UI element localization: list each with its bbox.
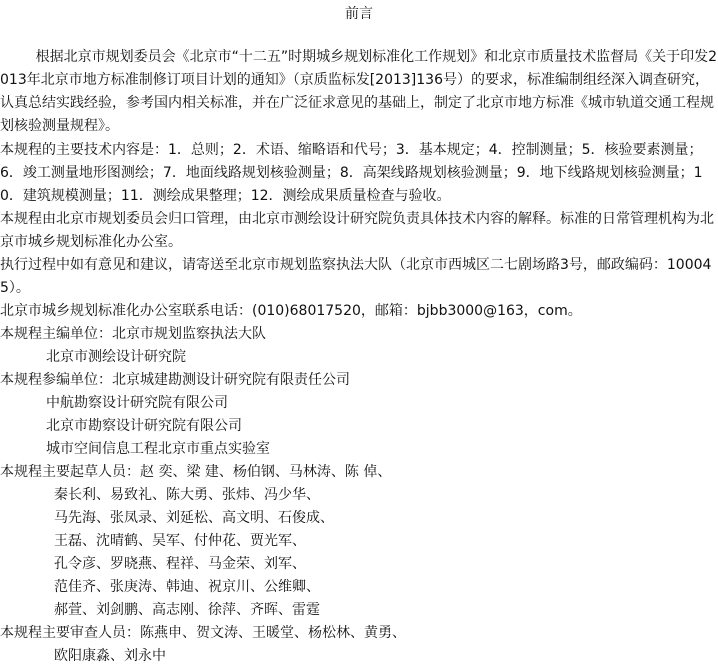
chief-units-row xyxy=(0,323,718,346)
contact-line: 北京市城乡规划标准化办公室联系电话：(010)68017520，邮箱：bjbb3000@163，com。 xyxy=(0,303,582,319)
participating-unit-item: 中航勘察设计研究院有限公司 xyxy=(46,395,228,411)
page-title: 前言 xyxy=(345,6,373,22)
drafters-line: 范佳齐、张庚涛、韩迪、祝京川、公维卿、 xyxy=(54,579,320,595)
management-paragraph: 本规程由北京市规划委员会归口管理，由北京市测绘设计研究院负责具体技术内容的解释。标准的日常管理机构为北京市城乡规划标准化办公室。 xyxy=(0,211,714,250)
drafters-line: 王磊、沈晴鹤、吴军、付仲花、贾光军、 xyxy=(54,533,306,549)
feedback-paragraph: 执行过程中如有意见和建议，请寄送至北京市规划监察执法大队（北京市西城区二七剧场路3号，邮政编码：100045）。 xyxy=(0,257,712,296)
reviewers-line: 欧阳康淼、刘永中 xyxy=(54,648,166,664)
chief-unit-item: 北京市规划监察执法大队 xyxy=(112,326,266,342)
participating-units-row xyxy=(0,369,718,392)
reviewers-line: 陈燕申、贺文涛、王暖堂、杨松林、黄勇、 xyxy=(140,625,406,641)
drafters-row xyxy=(0,461,718,484)
chief-units-label: 本规程主编单位： xyxy=(0,326,112,342)
drafters-line: 马先海、张凤录、刘延松、高文明、石俊成、 xyxy=(54,510,334,526)
drafters-label: 本规程主要起草人员： xyxy=(0,464,140,480)
drafters-line: 赵 奕、梁 建、杨伯钢、马林涛、陈 倬、 xyxy=(140,464,392,480)
reviewers-row xyxy=(0,622,718,645)
drafters-line: 秦长利、易致礼、陈大勇、张炜、冯少华、 xyxy=(54,487,320,503)
participating-units-label: 本规程参编单位： xyxy=(0,372,112,388)
content-paragraph: 本规程的主要技术内容是：1．总则；2．术语、缩略语和代号；3．基本规定；4．控制测量；5．核验要素测量；6．竣工测量地形图测绘；7．地面线路规划核验测量；8．高架线路规划核验测量；9．地下线路规划核验测量；10．建筑规模测量；11．测绘成果整理；12．测绘成果质量检查与验收。 xyxy=(0,142,703,204)
participating-unit-item: 城市空间信息工程北京市重点实验室 xyxy=(46,441,270,457)
chief-unit-item: 北京市测绘设计研究院 xyxy=(46,349,186,365)
drafters-line: 郝萱、刘剑鹏、高志刚、徐萍、齐晖、雷霆 xyxy=(54,602,320,618)
reviewers-label: 本规程主要审查人员： xyxy=(0,625,140,641)
participating-unit-item: 北京城建勘测设计研究院有限责任公司 xyxy=(112,372,350,388)
intro-paragraph: 根据北京市规划委员会《北京市“十二五”时期城乡规划标准化工作规划》和北京市质量技术监督局《关于印发2013年北京市地方标准制修订项目计划的通知》（京质监标发[2013]136号）的要求，标准编制组经深入调查研究，认真总结实践经验，参考国内相关标准，并在广泛征求意见的基础上，制定了北京市地方标准《城市轨道交通工程规划核验测量规程》。 xyxy=(0,49,718,134)
drafters-line: 孔令彦、罗晓燕、程祥、马金荣、刘军、 xyxy=(54,556,306,572)
participating-unit-item: 北京市勘察设计研究院有限公司 xyxy=(46,418,242,434)
